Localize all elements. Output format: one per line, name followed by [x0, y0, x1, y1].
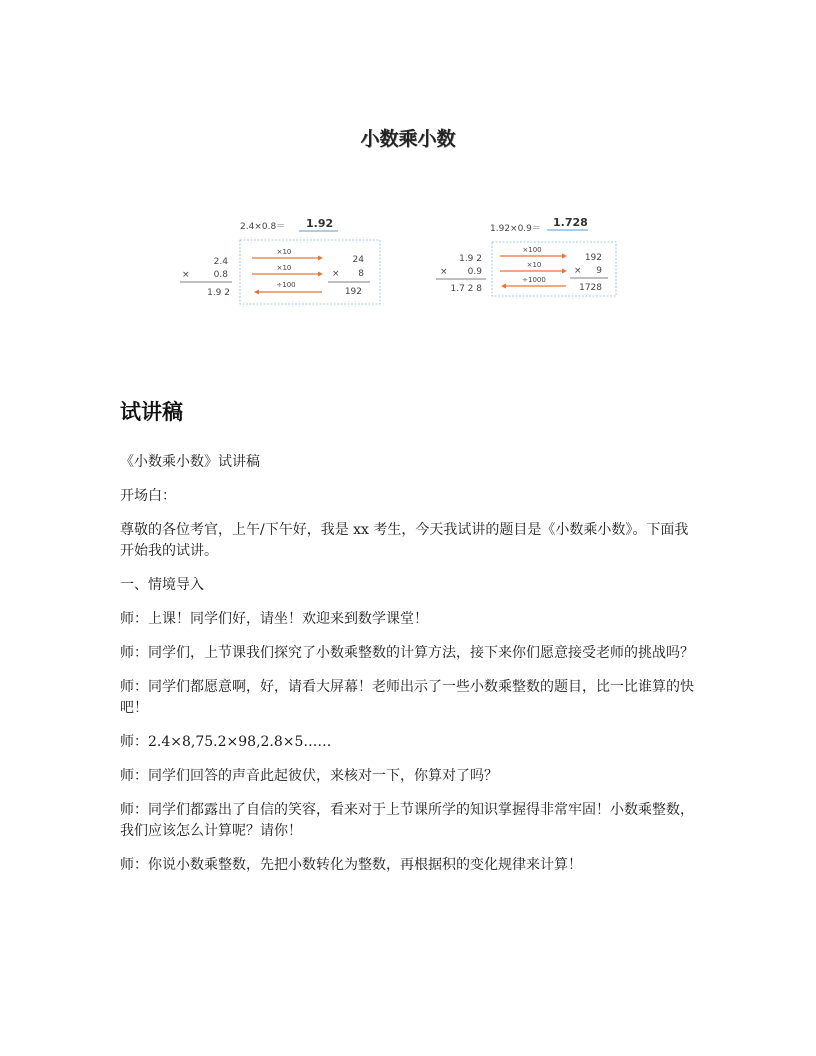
right-equation: 1.92×0.9＝ — [490, 224, 541, 234]
paragraph: 《小数乘小数》试讲稿 — [120, 454, 260, 470]
paragraph: 师：同学们都露出了自信的笑容，看来对于上节课所学的知识掌握得非常牢固！小数乘整数，我们应该怎么计算呢？请你！ — [120, 802, 694, 839]
paragraph: 开场白： — [120, 488, 176, 504]
right-arrowhead-1 — [562, 254, 567, 259]
left-answer: 1.92 — [306, 217, 334, 230]
multiplication-figure — [172, 208, 632, 310]
right-answer: 1.728 — [553, 216, 588, 229]
right-vertical-bottom: 0.9 — [467, 267, 482, 277]
left-arrow-label-2: ×10 — [276, 264, 292, 272]
left-vertical-result: 1.9 2 — [207, 288, 230, 298]
left-arrowhead-3 — [254, 290, 259, 295]
left-integer-bottom: 8 — [358, 269, 364, 279]
figure-svg — [172, 208, 632, 310]
right-arrow-label-1: ×100 — [522, 246, 542, 254]
right-vertical-top: 1.9 2 — [459, 254, 482, 264]
right-arrowhead-2 — [562, 269, 567, 274]
left-arrow-label-1: ×10 — [276, 248, 292, 256]
left-arrowhead-1 — [318, 256, 323, 261]
left-vertical-top: 2.4 — [213, 257, 228, 267]
left-vertical-bottom: 0.8 — [213, 270, 228, 280]
document-title: 小数乘小数 — [360, 128, 456, 150]
right-integer-result: 1728 — [579, 283, 602, 293]
paragraph: 尊敬的各位考官，上午/下午好，我是 xx 考生，今天我试讲的题目是《小数乘小数》。下面我开始我的试讲。 — [120, 522, 689, 559]
right-vertical-op: × — [440, 267, 448, 277]
paragraph: 师：上课！同学们好，请坐！欢迎来到数学课堂！ — [120, 611, 428, 627]
paragraph: 师：同学们回答的声音此起彼伏，来核对一下，你算对了吗？ — [120, 768, 498, 784]
section-heading: 试讲稿 — [120, 400, 183, 424]
right-vertical-result: 1.7 2 8 — [450, 284, 482, 294]
right-panel — [436, 216, 616, 296]
right-arrow-label-2: ×10 — [526, 261, 542, 269]
left-integer-result: 192 — [344, 287, 362, 297]
paragraph: 一、情境导入 — [120, 577, 204, 593]
paragraph: 师：同学们，上节课我们探究了小数乘整数的计算方法，接下来你们愿意接受老师的挑战吗？ — [120, 645, 694, 661]
left-panel — [180, 217, 380, 304]
left-arrow-label-3: ÷100 — [276, 281, 296, 289]
right-integer-bottom: 9 — [596, 266, 602, 276]
paragraph: 师：你说小数乘整数，先把小数转化为整数，再根据积的变化规律来计算！ — [120, 857, 582, 873]
right-arrow-label-3: ÷1000 — [522, 276, 546, 284]
left-equation: 2.4×0.8＝ — [240, 222, 286, 232]
lecture-body — [120, 452, 698, 889]
right-integer-top: 192 — [584, 253, 602, 263]
left-arrowhead-2 — [318, 272, 323, 277]
left-vertical-op: × — [182, 270, 190, 280]
right-integer-op: × — [574, 266, 582, 276]
paragraph: 师：2.4×8,75.2×98,2.8×5…… — [120, 734, 332, 750]
right-arrowhead-3 — [501, 284, 506, 289]
paragraph: 师：同学们都愿意啊，好，请看大屏幕！老师出示了一些小数乘整数的题目，比一比谁算的快吧！ — [120, 679, 694, 716]
left-integer-top: 24 — [352, 255, 364, 265]
left-integer-op: × — [332, 269, 340, 279]
